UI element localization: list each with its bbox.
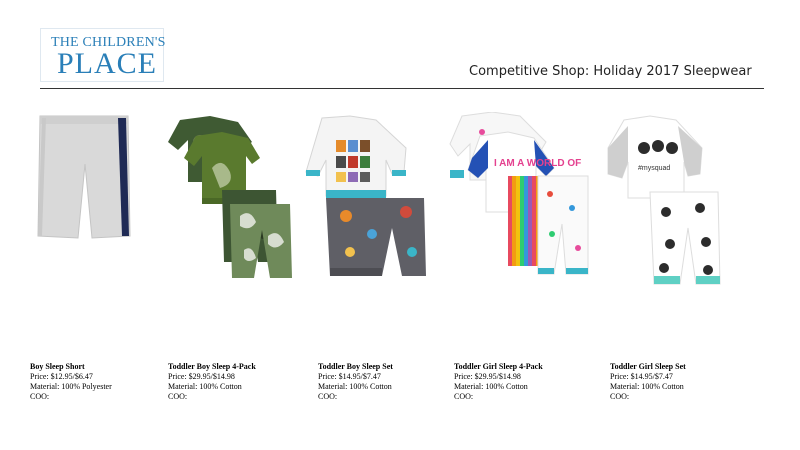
product-name: Toddler Boy Sleep 4-Pack (168, 362, 256, 371)
product-coo: COO: (454, 392, 474, 401)
product-price: Price: $12.95/$6.47 (30, 372, 93, 381)
product-name: Toddler Girl Sleep Set (610, 362, 686, 371)
brand-logo-line2: PLACE (57, 47, 158, 80)
product-caption (454, 362, 543, 402)
product-price: Price: $14.95/$7.47 (318, 372, 381, 381)
shirt-text-squad: #mysquad (638, 165, 671, 172)
product-caption (30, 362, 112, 402)
product-material: Material: 100% Cotton (454, 382, 528, 391)
product-name: Toddler Girl Sleep 4-Pack (454, 362, 543, 371)
title-divider (40, 88, 764, 89)
page-title: Competitive Shop: Holiday 2017 Sleepwear (469, 64, 752, 79)
product-caption (610, 362, 686, 402)
product-coo: COO: (610, 392, 630, 401)
product-image-toddler-boy-set (296, 112, 436, 282)
product-image-toddler-boy-4-pack (160, 112, 300, 282)
product-image-toddler-girl-set (600, 112, 730, 287)
product-material: Material: 100% Polyester (30, 382, 112, 391)
product-price: Price: $29.95/$14.98 (454, 372, 521, 381)
product-price: Price: $14.95/$7.47 (610, 372, 673, 381)
product-name: Toddler Boy Sleep Set (318, 362, 393, 371)
product-image-toddler-girl-4-pack (442, 112, 592, 282)
shirt-text-world: I AM A WORLD OF (494, 158, 582, 169)
product-image-boy-sleep-short (30, 112, 140, 242)
brand-logo (40, 28, 164, 82)
product-material: Material: 100% Cotton (318, 382, 392, 391)
brand-logo-line1: THE CHILDREN'S (51, 35, 166, 50)
product-material: Material: 100% Cotton (610, 382, 684, 391)
product-material: Material: 100% Cotton (168, 382, 242, 391)
product-coo: COO: (168, 392, 188, 401)
product-name: Boy Sleep Short (30, 362, 85, 371)
product-price: Price: $29.95/$14.98 (168, 372, 235, 381)
product-caption (168, 362, 256, 402)
product-coo: COO: (30, 392, 50, 401)
product-caption (318, 362, 393, 402)
product-coo: COO: (318, 392, 338, 401)
